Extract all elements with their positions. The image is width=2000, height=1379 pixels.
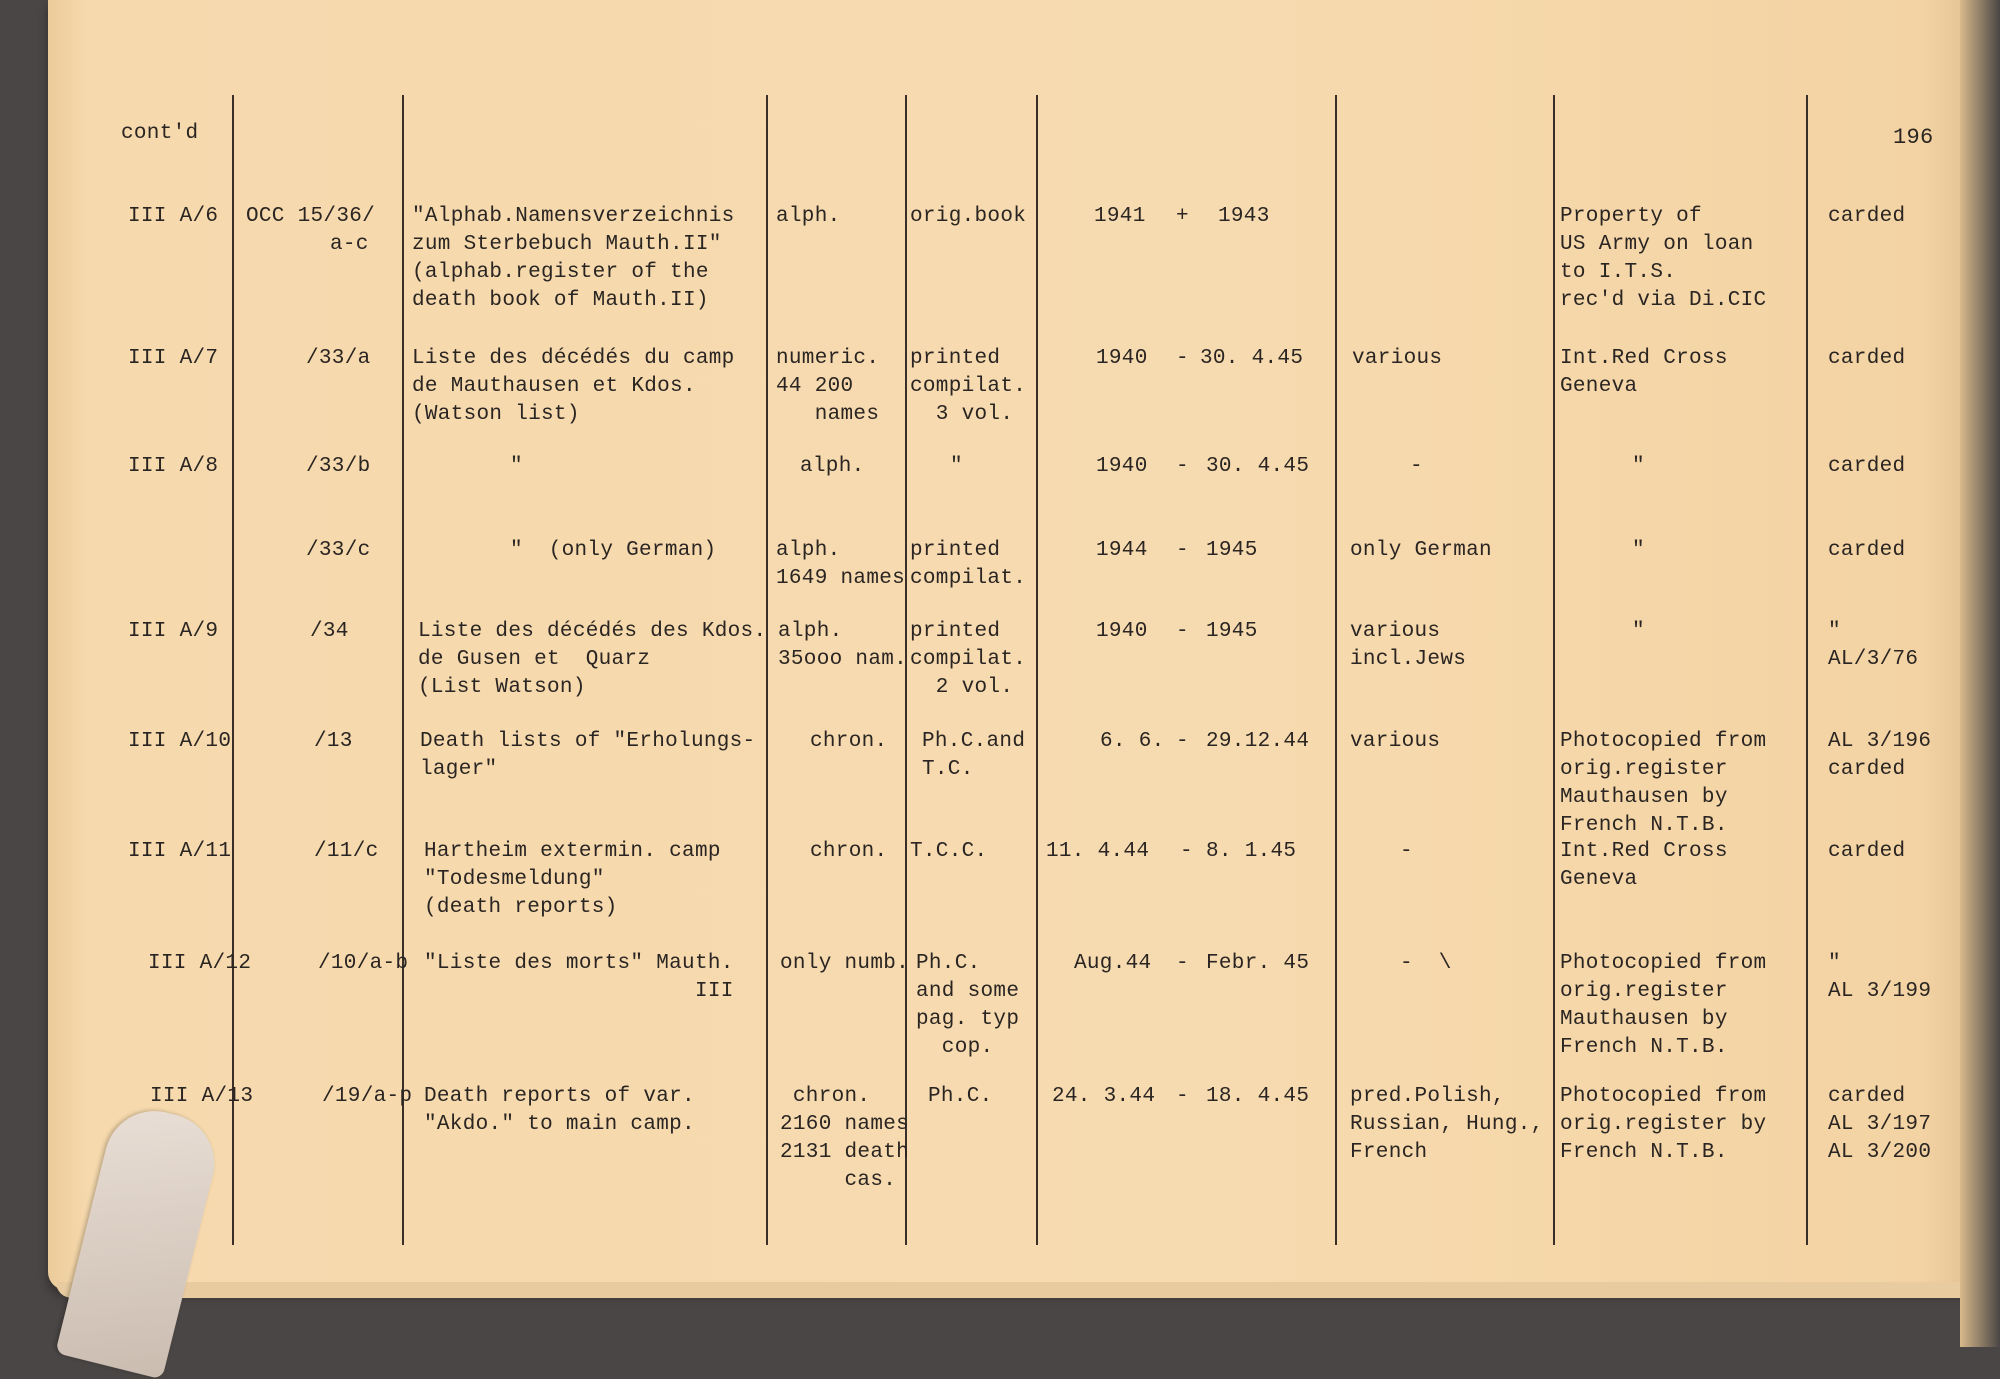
row-arrangement: numeric. 44 200 names <box>776 347 880 426</box>
row-id: III A/11 <box>128 840 232 863</box>
row-date-separator: - <box>1176 347 1189 370</box>
row-reference: /33/b <box>306 455 371 478</box>
row-date-to: 1943 <box>1218 205 1270 228</box>
row-remarks: " <box>1632 455 1645 478</box>
row-nationality: - <box>1400 840 1413 863</box>
row-status: carded <box>1828 205 1906 228</box>
row-arrangement: alph. <box>776 205 841 228</box>
row-title: "Alphab.Namensverzeichnis zum Sterbebuch Mauth.II" (alphab.register of the death book of Mauth.II) <box>412 205 735 312</box>
row-date-separator: - <box>1180 840 1193 863</box>
row-reference: /33/c <box>306 539 371 562</box>
row-reference: /34 <box>310 620 349 643</box>
row-date-from: 1944 <box>1096 539 1148 562</box>
book-spine-edge <box>1960 0 2000 1347</box>
row-date-from: 1940 <box>1096 455 1148 478</box>
row-reference: /19/a-p <box>322 1085 413 1108</box>
row-arrangement: chron. <box>810 730 888 753</box>
row-id: III A/13 <box>150 1085 254 1108</box>
row-id: III A/7 <box>128 347 219 370</box>
row-status: " AL 3/199 <box>1828 952 1932 1003</box>
row-date-separator: + <box>1176 205 1189 228</box>
column-rule <box>1553 95 1555 1245</box>
column-rule <box>402 95 404 1245</box>
row-document-type: printed compilat. <box>910 539 1027 590</box>
row-remarks: Photocopied from orig.register Mauthausen by French N.T.B. <box>1560 952 1767 1059</box>
row-date-separator: - <box>1176 730 1189 753</box>
row-document-type: Ph.C. <box>928 1085 993 1108</box>
row-date-to: 1945 <box>1206 539 1258 562</box>
row-date-from: 24. 3.44 <box>1052 1085 1156 1108</box>
row-date-to: 18. 4.45 <box>1206 1085 1310 1108</box>
row-nationality: - <box>1410 455 1423 478</box>
row-document-type: printed compilat. 2 vol. <box>910 620 1027 699</box>
row-status: carded <box>1828 455 1906 478</box>
row-remarks: Int.Red Cross Geneva <box>1560 840 1728 891</box>
row-date-to: 29.12.44 <box>1206 730 1310 753</box>
row-reference: OCC 15/36/ <box>246 205 376 228</box>
row-id: III A/9 <box>128 620 219 643</box>
row-id: III A/12 <box>148 952 252 975</box>
page-edge <box>56 1282 2000 1298</box>
row-title: Liste des décédés des Kdos. de Gusen et Quarz (List Watson) <box>418 620 767 699</box>
row-reference-suffix: a-c <box>330 233 369 256</box>
row-remarks: " <box>1632 539 1645 562</box>
row-date-separator: - <box>1176 539 1189 562</box>
row-status: carded <box>1828 840 1906 863</box>
row-document-type: " <box>950 455 963 478</box>
row-date-separator: - <box>1176 952 1189 975</box>
row-date-separator: - <box>1176 1085 1189 1108</box>
row-date-from: 6. 6. <box>1100 730 1165 753</box>
row-document-type: T.C.C. <box>910 840 988 863</box>
row-date-to: 30. 4.45 <box>1200 347 1304 370</box>
row-title: Death reports of var. "Akdo." to main camp. <box>424 1085 695 1136</box>
row-date-from: 1941 <box>1094 205 1146 228</box>
row-date-from: 1940 <box>1096 620 1148 643</box>
row-date-to: Febr. 45 <box>1206 952 1310 975</box>
row-status: AL 3/196 carded <box>1828 730 1932 781</box>
row-document-type: printed compilat. 3 vol. <box>910 347 1027 426</box>
row-remarks: Photocopied from orig.register Mauthausen by French N.T.B. <box>1560 730 1767 837</box>
row-arrangement: alph. 1649 names <box>776 539 906 590</box>
row-arrangement: chron. 2160 names 2131 death cas. <box>780 1085 910 1192</box>
row-status: carded <box>1828 539 1906 562</box>
page-number: 196 <box>1893 125 1934 150</box>
row-date-separator: - <box>1176 455 1189 478</box>
row-remarks: Int.Red Cross Geneva <box>1560 347 1728 398</box>
row-date-separator: - <box>1176 620 1189 643</box>
column-rule <box>1036 95 1038 1245</box>
row-status: carded AL 3/197 AL 3/200 <box>1828 1085 1932 1164</box>
row-title: " (only German) <box>510 539 717 562</box>
column-rule <box>1335 95 1337 1245</box>
row-status: " AL/3/76 <box>1828 620 1919 671</box>
row-title: Hartheim extermin. camp "Todesmeldung" (death reports) <box>424 840 721 919</box>
row-nationality: only German <box>1350 539 1492 562</box>
row-title: Liste des décédés du camp de Mauthausen et Kdos. (Watson list) <box>412 347 735 426</box>
row-date-from: 1940 <box>1096 347 1148 370</box>
row-remarks: Photocopied from orig.register by French N.T.B. <box>1560 1085 1767 1164</box>
row-date-to: 1945 <box>1206 620 1258 643</box>
row-nationality: various <box>1350 730 1441 753</box>
row-nationality: - \ <box>1400 952 1452 975</box>
row-document-type: Ph.C.and T.C. <box>922 730 1026 781</box>
contd-label: cont'd <box>121 122 199 145</box>
row-reference: /33/a <box>306 347 371 370</box>
row-document-type: Ph.C. and some pag. typ cop. <box>916 952 1020 1059</box>
row-reference: /13 <box>314 730 353 753</box>
column-rule <box>1806 95 1808 1245</box>
row-id: III A/6 <box>128 205 219 228</box>
row-reference: /11/c <box>314 840 379 863</box>
row-title: " <box>510 455 523 478</box>
row-remarks: Property of US Army on loan to I.T.S. rec'd via Di.CIC <box>1560 205 1767 312</box>
row-date-from: Aug.44 <box>1074 952 1152 975</box>
row-arrangement: only numb. <box>780 952 910 975</box>
row-date-to: 30. 4.45 <box>1206 455 1310 478</box>
row-document-type: orig.book <box>910 205 1027 228</box>
row-title: Death lists of "Erholungs- lager" <box>420 730 756 781</box>
row-arrangement: alph. <box>800 455 865 478</box>
row-nationality: various incl.Jews <box>1350 620 1467 671</box>
row-status: carded <box>1828 347 1906 370</box>
row-remarks: " <box>1632 620 1645 643</box>
row-id: III A/10 <box>128 730 232 753</box>
row-id: III A/8 <box>128 455 219 478</box>
row-title: "Liste des morts" Mauth. III <box>424 952 734 1003</box>
row-reference: /10/a-b <box>318 952 409 975</box>
row-date-to: 8. 1.45 <box>1206 840 1297 863</box>
row-arrangement: chron. <box>810 840 888 863</box>
row-nationality: pred.Polish, Russian, Hung., French <box>1350 1085 1544 1164</box>
row-date-from: 11. 4.44 <box>1046 840 1150 863</box>
column-rule <box>232 95 234 1245</box>
row-arrangement: alph. 35ooo nam. <box>778 620 908 671</box>
row-nationality: various <box>1352 347 1443 370</box>
